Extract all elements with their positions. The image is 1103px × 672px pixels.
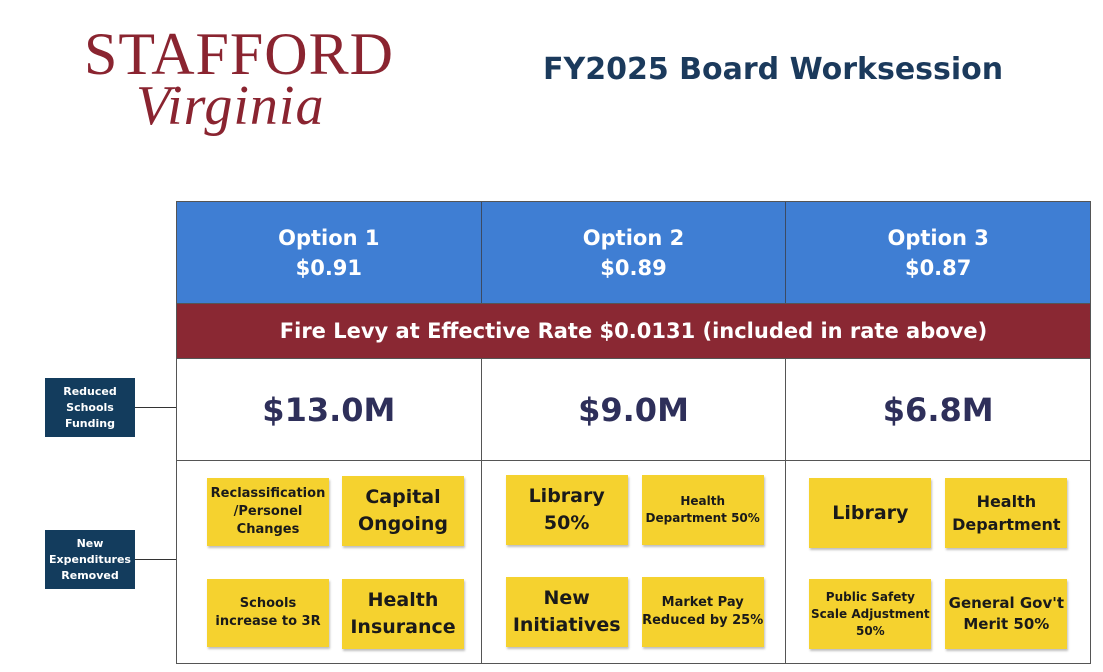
- sticky-note-health-department: Health Department: [945, 478, 1067, 548]
- logo-line-1: STAFFORD: [84, 21, 394, 87]
- reduced-schools-connector: [135, 407, 176, 408]
- option-3-header: [785, 202, 1090, 303]
- option-2-header: [481, 202, 786, 303]
- option-2-name: Option 2: [582, 225, 685, 250]
- options-header-row: [177, 201, 1090, 303]
- stafford-virginia-logo: [84, 21, 404, 144]
- new-expenditures-connector: [135, 559, 176, 560]
- option-1-rate: $0.91: [295, 255, 363, 280]
- option-1-amount: $13.0M: [262, 390, 396, 429]
- sticky-note-schools-increase: Schools increase to 3R: [207, 579, 329, 647]
- option-2-amount: $9.0M: [481, 359, 786, 460]
- sticky-note-health-department-50: Health Department 50%: [642, 475, 764, 545]
- amounts-row: [177, 358, 1090, 460]
- page-title: FY2025 Board Worksession: [543, 52, 1004, 87]
- expenditure-notes-row: [177, 460, 1090, 664]
- option-1-notes: [177, 461, 481, 663]
- logo-line-2: Virginia: [136, 75, 325, 137]
- options-table: [176, 201, 1091, 664]
- option-3-name: Option 3: [887, 225, 989, 250]
- option-3-notes: [785, 461, 1090, 663]
- sticky-note-general-gov-merit: General Gov't Merit 50%: [945, 579, 1067, 649]
- sticky-note-library-50: Library 50%: [506, 475, 628, 545]
- sticky-note-market-pay: Market Pay Reduced by 25%: [642, 577, 764, 647]
- sticky-note-capital-ongoing: Capital Ongoing: [342, 476, 464, 546]
- sticky-note-library: Library: [809, 478, 931, 548]
- option-3-rate: $0.87: [904, 255, 972, 280]
- option-2-notes: [481, 461, 786, 663]
- sticky-note-health-insurance: Health Insurance: [342, 579, 464, 649]
- option-2-rate: $0.89: [600, 255, 667, 280]
- sticky-note-new-initiatives: New Initiatives: [506, 577, 628, 647]
- reduced-schools-funding-label: Reduced Schools Funding: [45, 378, 135, 437]
- fire-levy-banner: Fire Levy at Effective Rate $0.0131 (included in rate above): [177, 303, 1090, 358]
- option-3-amount: $6.8M: [785, 359, 1090, 460]
- option-1-name: Option 1: [278, 225, 380, 250]
- sticky-note-reclassification: Reclassification /Personel Changes: [207, 478, 329, 546]
- option-1-header: [177, 202, 481, 303]
- new-expenditures-removed-label: New Expenditures Removed: [45, 530, 135, 589]
- sticky-note-public-safety: Public Safety Scale Adjustment 50%: [809, 579, 931, 649]
